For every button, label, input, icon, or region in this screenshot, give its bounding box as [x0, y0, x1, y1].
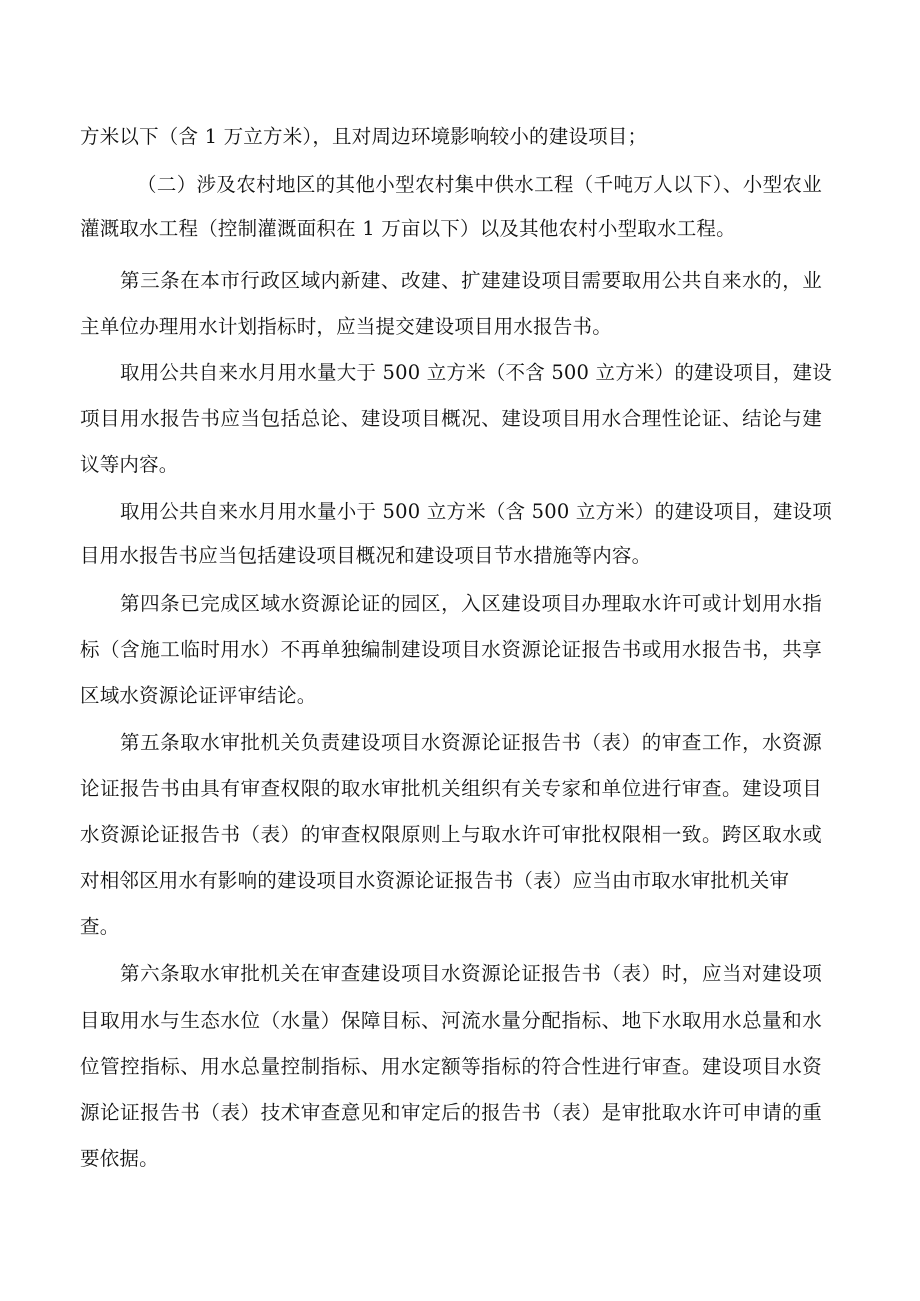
text-line: 目用水报告书应当包括建设项目概况和建设项目节水措施等内容。: [80, 544, 652, 567]
text-line: 查。: [80, 915, 120, 938]
text-line: 取用公共自来水月用水量小于 500 立方米（含 500 立方米）的建设项目，建设项: [120, 500, 832, 523]
text-line: （二）涉及农村地区的其他小型农村集中供水工程（千吨万人以下）、小型农业: [137, 173, 822, 196]
text-line: 灌溉取水工程（控制灌溉面积在 1 万亩以下）以及其他农村小型取水工程。: [80, 217, 736, 240]
text-line: 第六条取水审批机关在审查建设项目水资源论证报告书（表）时，应当对建设项: [120, 962, 822, 985]
text-line: 方米以下（含 1 万立方米），且对周边环境影响较小的建设项目；: [80, 125, 648, 148]
text-line: 区域水资源论证评审结论。: [80, 684, 317, 707]
text-line: 论证报告书由具有审查权限的取水审批机关组织有关专家和单位进行审查。建设项目: [80, 777, 822, 800]
text-line: 取用公共自来水月用水量大于 500 立方米（不含 500 立方米）的建设项目，建设: [120, 361, 832, 384]
text-line: 第五条取水审批机关负责建设项目水资源论证报告书（表）的审查工作，水资源: [120, 731, 822, 754]
text-line: 议等内容。: [80, 453, 179, 476]
text-line: 对相邻区用水有影响的建设项目水资源论证报告书（表）应当由市取水审批机关审: [80, 869, 790, 892]
text-line: 位管控指标、用水总量控制指标、用水定额等指标的符合性进行审查。建设项目水资: [80, 1055, 822, 1078]
text-line: 要依据。: [80, 1147, 159, 1170]
text-line: 标（含施工临时用水）不再单独编制建设项目水资源论证报告书或用水报告书，共享: [80, 638, 822, 661]
text-line: 主单位办理用水计划指标时，应当提交建设项目用水报告书。: [80, 315, 612, 338]
text-line: 项目用水报告书应当包括总论、建设项目概况、建设项目用水合理性论证、结论与建: [80, 407, 822, 430]
text-line: 水资源论证报告书（表）的审查权限原则上与取水许可审批权限相一致。跨区取水或: [80, 823, 822, 846]
text-line: 第三条在本市行政区域内新建、改建、扩建建设项目需要取用公共自来水的，业: [120, 269, 822, 292]
text-line: 第四条已完成区域水资源论证的园区，入区建设项目办理取水许可或计划用水指: [120, 592, 822, 615]
text-line: 目取用水与生态水位（水量）保障目标、河流水量分配指标、地下水取用水总量和水: [80, 1009, 822, 1032]
text-line: 源论证报告书（表）技术审查意见和审定后的报告书（表）是审批取水许可申请的重: [80, 1101, 822, 1124]
